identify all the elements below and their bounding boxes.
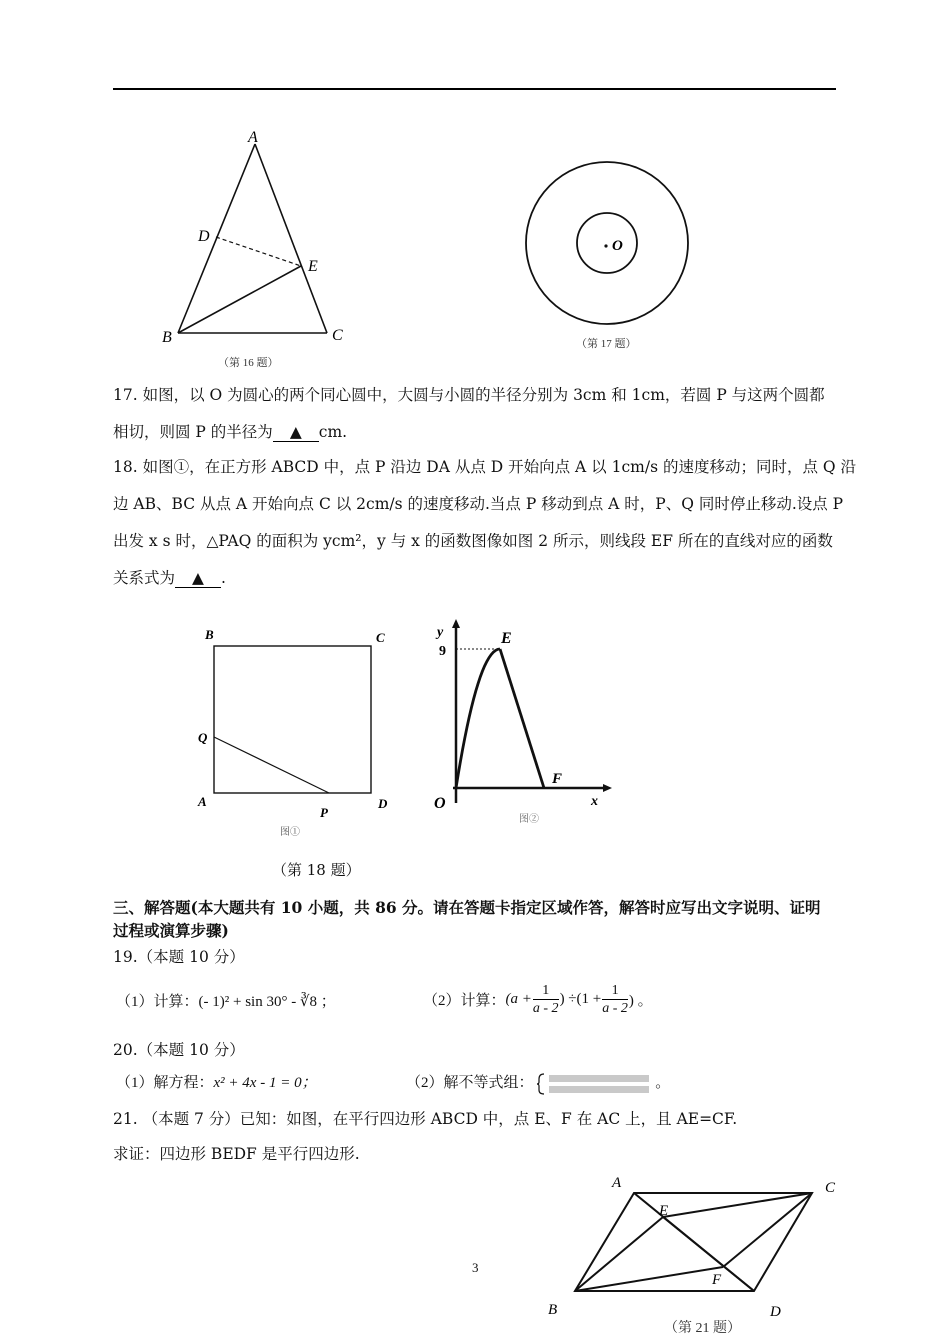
q19-part1-expr: (- 1)² + sin 30° - ∛8 ； [198, 994, 336, 1010]
fig21-segment-EC [663, 1193, 812, 1217]
fig17-inner-circle [577, 213, 637, 273]
q19-frac2-den: a - 2 [602, 1001, 628, 1016]
q18-line2: 边 AB、BC 从点 A 开始向点 C 以 2cm/s 的速度移动.当点 P 移动到点 A 时，P、Q 同时停止移动.设点 P [113, 495, 844, 513]
q19-fraction-1 [533, 982, 559, 1017]
q20-inequality-system-graphic [537, 1072, 655, 1096]
q17-line1: 17. 如图，以 O 为圆心的两个同心圆中，大圆与小圆的半径分别为 3cm 和 1cm，若圆 P 与这两个圆都 [113, 386, 825, 404]
q19-part1-label: （1）计算： [116, 994, 199, 1010]
fig16-label-A: A [248, 129, 258, 146]
q19-part2-post: ) 。 [628, 993, 653, 1009]
fig18-label-A: A [198, 794, 207, 809]
q21-line2: 求证：四边形 BEDF 是平行四边形. [113, 1145, 360, 1163]
fig18-label-D: D [378, 796, 388, 811]
page-number: 3 [472, 1260, 479, 1275]
q17-line2-post: cm. [318, 423, 348, 441]
fig18-label-y: y [437, 625, 444, 640]
fig21-segment-BF [575, 1267, 723, 1291]
q17-line2-pre: 相切，则圆 P 的半径为 [113, 423, 273, 441]
fig21-label-D: D [770, 1304, 781, 1320]
fig16-label-E: E [308, 258, 318, 275]
fig18-y-arrow [452, 619, 460, 628]
q18-line1: 18. 如图①，在正方形 ABCD 中，点 P 沿边 DA 从点 D 开始向点 A 以 1cm/s 的速度移动；同时，点 Q 沿 [113, 458, 857, 476]
fig18-square [214, 646, 371, 793]
fig18-label-F: F [552, 771, 563, 787]
header-rule [113, 88, 836, 90]
figure-18-square [190, 620, 410, 840]
fig18-curve-OE [456, 649, 500, 788]
fig17-caption: （第 17 题） [576, 338, 637, 350]
q19-head: 19.（本题 10 分） [113, 948, 245, 966]
q18-line4-post: . [221, 569, 226, 587]
q19-part2-mid: ) ÷(1 + [559, 991, 602, 1007]
figure-18-graph [425, 615, 625, 830]
fig16-dashed-DE [216, 237, 301, 266]
q19-part2-pre: (a + [505, 991, 532, 1007]
figure-17 [520, 150, 700, 355]
section3-line2: 过程或演算步骤) [113, 921, 229, 940]
fig21-segment-FC [723, 1193, 812, 1267]
fig18-segment-EF [500, 649, 544, 788]
fig18-label-9: 9 [439, 644, 446, 659]
q20-part2 [406, 1071, 670, 1096]
fig16-label-C: C [332, 327, 343, 344]
fig18-fig1-caption: 图① [280, 827, 300, 838]
q19-part2 [423, 982, 653, 1017]
fig16-label-B: B [162, 329, 172, 346]
q17-answer-blank: ▲ [273, 423, 319, 442]
fig21-segment-ED [663, 1217, 754, 1291]
fig21-label-A: A [612, 1175, 622, 1191]
q20-part1-expr: x² + 4x - 1 = 0； [213, 1075, 317, 1091]
q18-answer-blank: ▲ [175, 569, 221, 588]
figure-16 [150, 120, 350, 375]
fig18-x-arrow [603, 784, 612, 792]
q20-part1-label: （1）解方程： [116, 1075, 214, 1091]
fig16-segment-BE [178, 266, 301, 333]
fig18-fig2-caption: 图② [519, 814, 539, 825]
q19-frac2-num: 1 [611, 983, 619, 998]
fig21-label-C: C [825, 1180, 836, 1196]
fig18-label-B: B [205, 627, 214, 642]
q20-part1 [116, 1071, 317, 1092]
fig18-label-Q: Q [198, 730, 208, 745]
fig16-caption: （第 16 题） [218, 357, 279, 369]
fig21-label-F: F [712, 1272, 722, 1288]
fig21-segment-BE [575, 1217, 663, 1291]
fig18-label-C: C [376, 630, 385, 645]
fig18-caption: （第 18 题） [272, 861, 361, 879]
fig17-outer-circle [526, 162, 688, 324]
q17-line2 [113, 414, 841, 451]
q19-part1 [116, 990, 336, 1011]
fig21-caption: （第 21 题） [664, 1321, 741, 1336]
fig16-label-D: D [198, 228, 210, 245]
fig18-label-x: x [591, 794, 598, 809]
section3-line1: 三、解答题(本大题共有 10 小题，共 86 分。请在答题卡指定区域作答，解答时应写出文字说明、证明 [113, 898, 821, 917]
q20-head: 20.（本题 10 分） [113, 1041, 245, 1059]
fig18-label-P: P [320, 805, 328, 820]
figure-21 [540, 1170, 840, 1340]
q19-frac1-num: 1 [542, 983, 550, 998]
fig17-label-O: O [612, 238, 623, 254]
q18-line4-pre: 关系式为 [113, 569, 176, 587]
fig21-label-B: B [548, 1302, 558, 1318]
fig21-label-E: E [659, 1203, 669, 1219]
fig18-segment-QP [214, 737, 329, 793]
q19-fraction-2 [602, 982, 628, 1017]
q19-frac1-den: a - 2 [532, 1001, 559, 1016]
fig17-center-dot [604, 244, 607, 247]
q20-part2-post: 。 [655, 1075, 671, 1091]
q19-part2-label: （2）计算： [423, 993, 506, 1009]
q20-part2-label: （2）解不等式组： [406, 1075, 534, 1091]
q18-line3: 出发 x s 时，△PAQ 的面积为 ycm²，y 与 x 的函数图像如图 2 所示，则线段 EF 所在的直线对应的函数 [113, 532, 833, 550]
q18-line4 [113, 560, 841, 597]
fig18-label-O: O [434, 795, 446, 812]
q21-line1: 21. （本题 7 分）已知：如图，在平行四边形 ABCD 中，点 E、F 在 AC 上，且 AE=CF. [113, 1110, 738, 1128]
fig16-side-AC [255, 144, 327, 333]
fig16-side-AB [178, 144, 255, 333]
fig18-label-E: E [501, 630, 512, 647]
